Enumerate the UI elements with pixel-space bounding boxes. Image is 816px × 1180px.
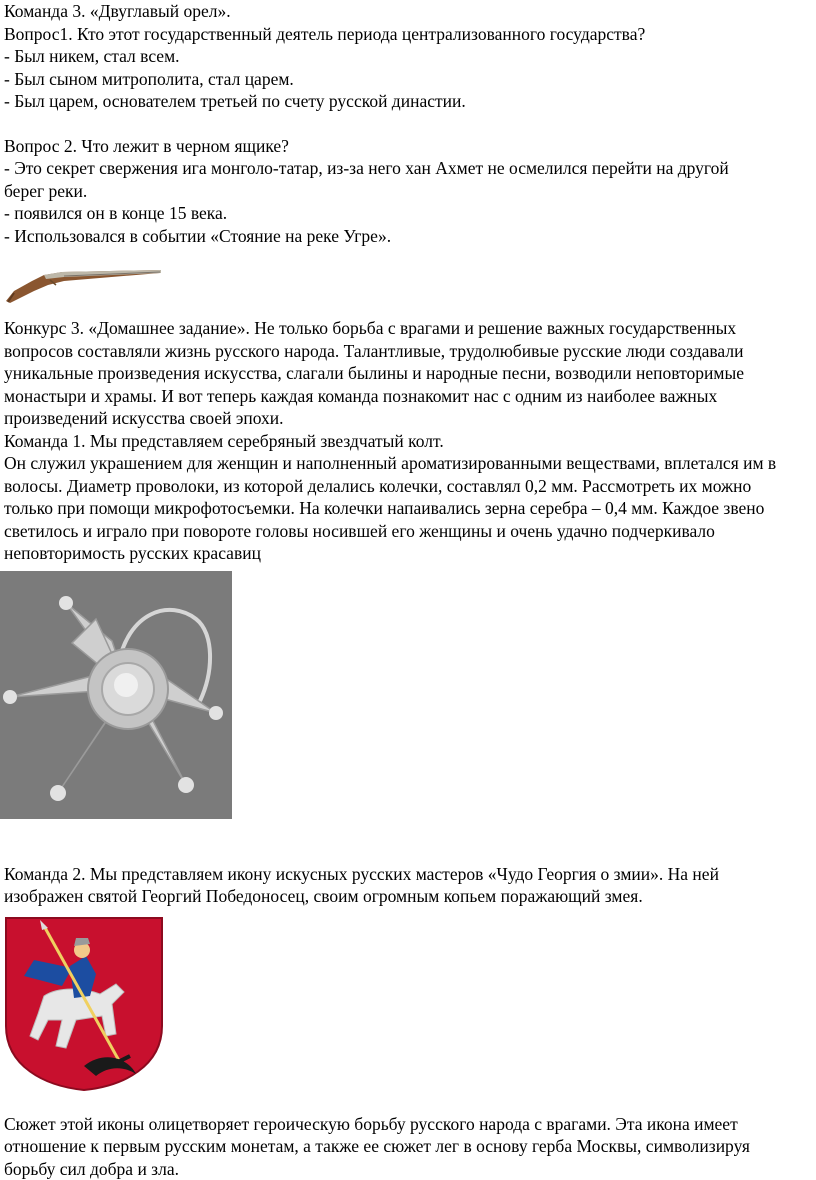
team1-text: волосы. Диаметр проволоки, из которой делались колечки, составлял 0,2 мм. Рассмотреть их можно <box>4 475 814 498</box>
silver-star-kolt-photo <box>0 571 232 819</box>
team1-text: только при помощи микрофотосъемки. На колечки напаивались зерна серебра – 0,4 мм. Каждое звено <box>4 497 814 520</box>
team1-text: неповторимость русских красавиц <box>4 542 814 565</box>
question-1-hint: - Был царем, основателем третьей по счету русской династии. <box>4 90 814 113</box>
contest3-paragraph: уникальные произведения искусства, слагали былины и народные песни, возводили неповторимые <box>4 362 814 385</box>
icon-caption: отношение к первым русским монетам, а также ее сюжет лег в основу герба Москвы, символизируя <box>4 1135 814 1158</box>
team3-title: Команда 3. «Двуглавый орел». <box>4 0 814 23</box>
contest3-paragraph: произведений искусства своей эпохи. <box>4 407 814 430</box>
team1-title: Команда 1. Мы представляем серебряный звездчатый колт. <box>4 430 814 453</box>
contest3-paragraph: Конкурс 3. «Домашнее задание». Не только борьба с врагами и решение важных государственных <box>4 317 814 340</box>
contest3-paragraph: вопросов составляли жизнь русского народа. Талантливые, трудолюбивые русские люди создавали <box>4 340 814 363</box>
question-1: Вопрос1. Кто этот государственный деятель периода централизованного государства? <box>4 23 814 46</box>
question-2-hint: - Использовался в событии «Стояние на реке Угре». <box>4 225 814 248</box>
team2-text: изображен святой Георгий Победоносец, своим огромным копьем поражающий змея. <box>4 885 814 908</box>
icon-caption: борьбу сил добра и зла. <box>4 1158 814 1180</box>
question-2-hint: - появился он в конце 15 века. <box>4 202 814 225</box>
question-2-hint: - Это секрет свержения ига монголо-татар, из-за него хан Ахмет не осмелился перейти на другой <box>4 157 814 180</box>
team1-text: Он служил украшением для женщин и наполненный ароматизированными веществами, вплетался им в <box>4 452 814 475</box>
musket-image <box>4 261 164 305</box>
icon-caption: Сюжет этой иконы олицетворяет героическую борьбу русского народа с врагами. Эта икона имеет <box>4 1113 814 1136</box>
team2-text: Команда 2. Мы представляем икону искусных русских мастеров «Чудо Георгия о змии». На ней <box>4 863 814 886</box>
document-page <box>4 0 814 1180</box>
team1-text: светилось и играло при повороте головы носившей его женщины и очень удачно подчеркивало <box>4 520 814 543</box>
question-1-hint: - Был никем, стал всем. <box>4 45 814 68</box>
question-2: Вопрос 2. Что лежит в черном ящике? <box>4 135 814 158</box>
question-1-hint: - Был сыном митрополита, стал царем. <box>4 68 814 91</box>
moscow-coat-of-arms-image <box>4 916 164 1091</box>
contest3-paragraph: монастыри и храмы. И вот теперь каждая команда познакомит нас с одним из наиболее важных <box>4 385 814 408</box>
question-2-hint: берег реки. <box>4 180 814 203</box>
